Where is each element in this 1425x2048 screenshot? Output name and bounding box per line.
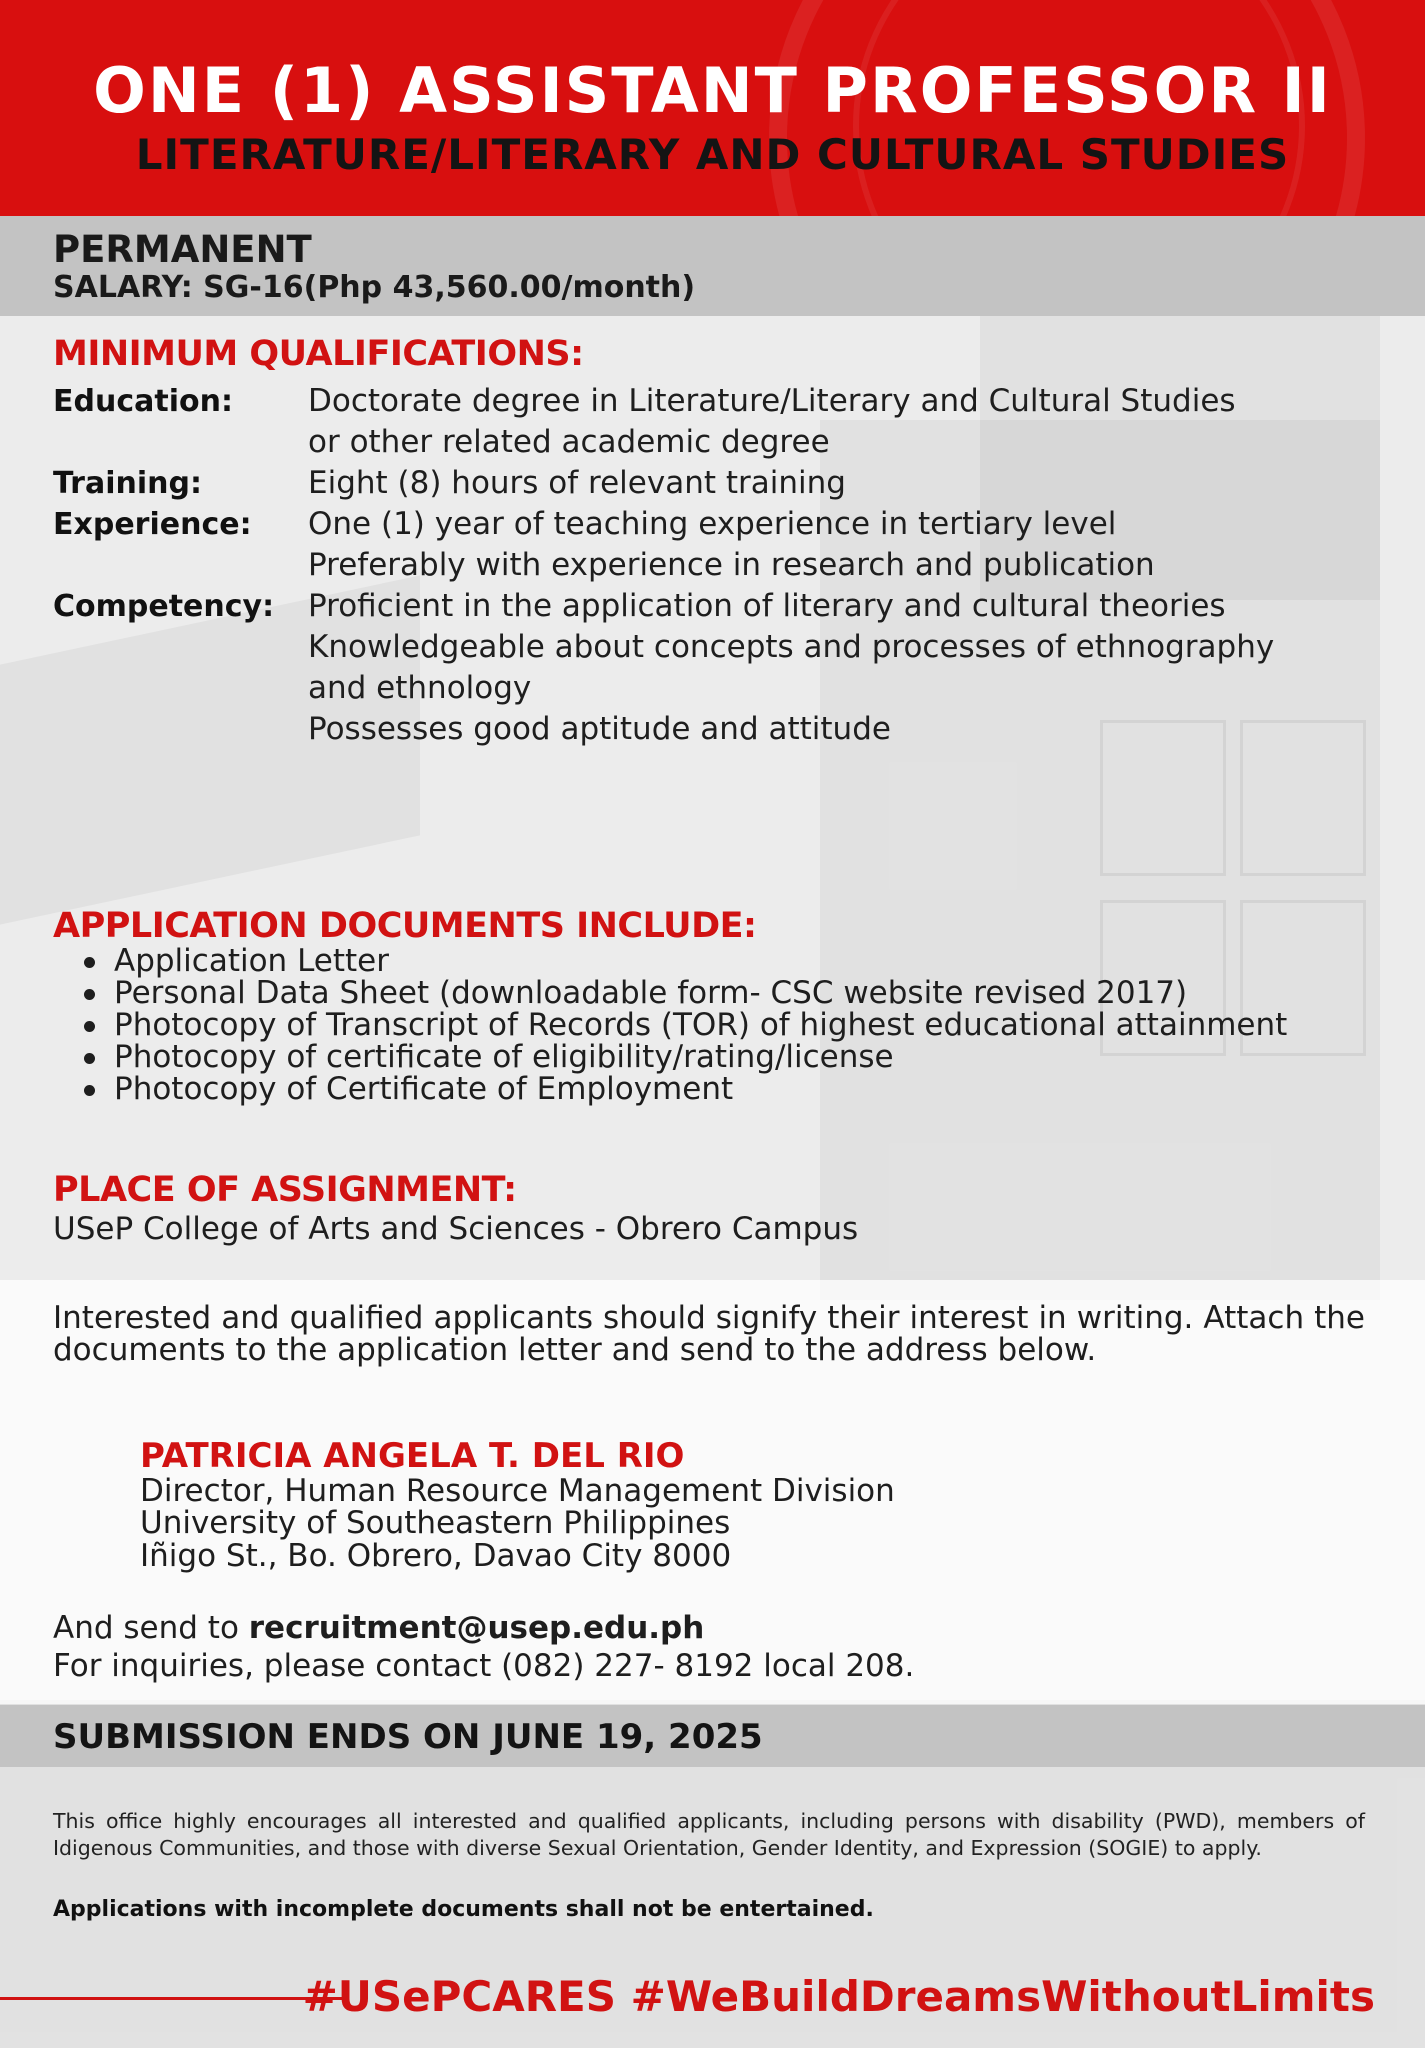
bullet-icon: [84, 1021, 95, 1032]
salary-grade: SALARY: SG-16(Php 43,560.00/month): [53, 270, 696, 305]
list-item: Photocopy of Transcript of Records (TOR) of highest educational attainment: [80, 1009, 1340, 1041]
contact-name: PATRICIA ANGELA T. DEL RIO: [140, 1436, 685, 1476]
education-label: Education:: [53, 384, 233, 419]
documents-heading: APPLICATION DOCUMENTS INCLUDE:: [53, 906, 757, 946]
header-banner: [0, 0, 1425, 216]
deadline-band: [0, 1705, 1425, 1767]
contact-university: University of Southeastern Philippines: [140, 1505, 731, 1541]
bullet-icon: [84, 957, 95, 968]
training-label: Training:: [53, 466, 202, 501]
instructions-text: Interested and qualified applicants should signify their interest in writing. Attach the documents to the application letter and send to the address below.: [53, 1300, 1365, 1368]
list-item: Application Letter: [80, 945, 1340, 977]
incomplete-warning: Applications with incomplete documents shall not be entertained.: [53, 1897, 874, 1922]
competency-line: and ethnology: [308, 670, 532, 706]
competency-line: Knowledgeable about concepts and processes of ethnography: [308, 629, 1275, 665]
status-band: [0, 216, 1425, 316]
deadline-text: SUBMISSION ENDS ON JUNE 19, 2025: [53, 1717, 763, 1757]
training-line: Eight (8) hours of relevant training: [308, 465, 846, 501]
inclusion-notice: This office highly encourages all interested and qualified applicants, including persons with disability (PWD), members of Idigenous Communities, and those with diverse Sexual Orientation, Gender Identity, and Expression (SOGIE) to apply.: [53, 1809, 1365, 1860]
footer-hashtags: #USePCARES #WeBuildDreamsWithoutLimits: [302, 1972, 1375, 2021]
experience-line: One (1) year of teaching experience in tertiary level: [308, 506, 1117, 542]
employment-type: PERMANENT: [53, 228, 312, 271]
footer-divider: [0, 1997, 345, 2000]
competency-line: Proficient in the application of literary and cultural theories: [308, 588, 1226, 624]
list-item: Personal Data Sheet (downloadable form- CSC website revised 2017): [80, 977, 1340, 1009]
page-subtitle: LITERATURE/LITERARY AND CULTURAL STUDIES: [135, 130, 1290, 179]
inquiries-line: For inquiries, please contact (082) 227- 8192 local 208.: [53, 1648, 915, 1684]
list-item: Photocopy of certificate of eligibility/rating/license: [80, 1041, 1340, 1073]
experience-label: Experience:: [53, 507, 252, 542]
email-link[interactable]: recruitment@usep.edu.ph: [248, 1610, 705, 1646]
bullet-icon: [84, 1085, 95, 1096]
education-line: Doctorate degree in Literature/Literary and Cultural Studies: [308, 383, 1236, 419]
competency-label: Competency:: [53, 589, 275, 624]
assignment-place: USeP College of Arts and Sciences - Obrero Campus: [53, 1211, 859, 1247]
contact-address: Iñigo St., Bo. Obrero, Davao City 8000: [140, 1538, 732, 1574]
page-title: ONE (1) ASSISTANT PROFESSOR II: [93, 54, 1332, 127]
contact-position: Director, Human Resource Management Division: [140, 1473, 895, 1509]
experience-line: Preferably with experience in research and publication: [308, 547, 1155, 583]
assignment-heading: PLACE OF ASSIGNMENT:: [53, 1170, 517, 1210]
qualifications-heading: MINIMUM QUALIFICATIONS:: [53, 334, 584, 374]
bullet-icon: [84, 1053, 95, 1064]
bullet-icon: [84, 989, 95, 1000]
send-line: And send to recruitment@usep.edu.ph: [53, 1610, 705, 1646]
list-item: Photocopy of Certificate of Employment: [80, 1073, 1340, 1105]
competency-line: Possesses good aptitude and attitude: [308, 711, 891, 747]
education-line: or other related academic degree: [308, 424, 830, 460]
documents-list: [80, 945, 1340, 1105]
